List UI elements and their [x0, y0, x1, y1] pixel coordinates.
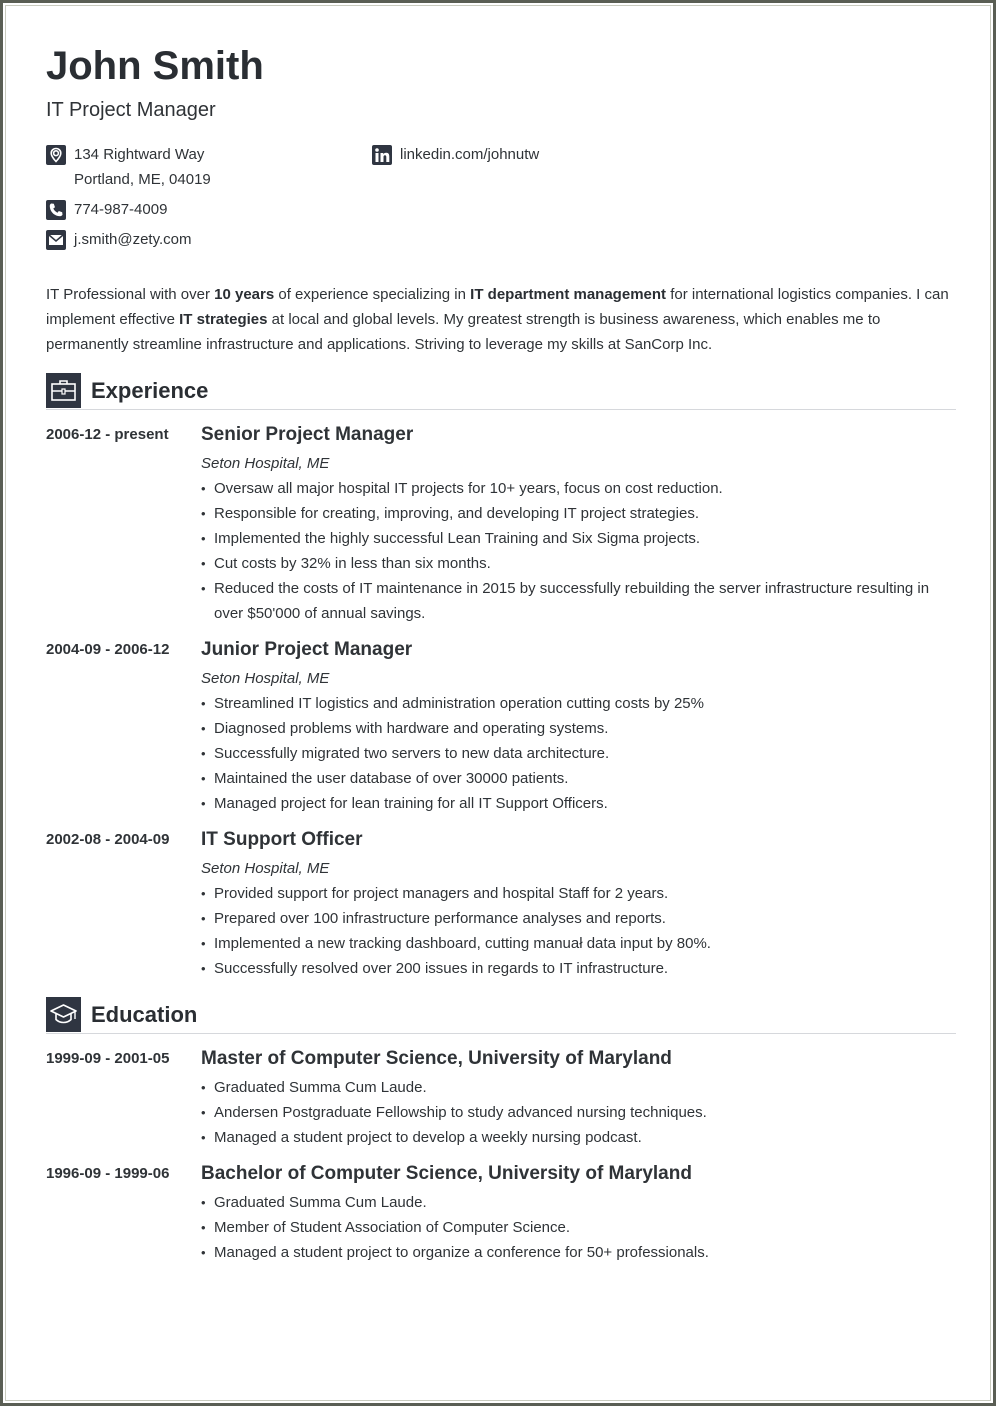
bullet-item: • Streamlined IT logistics and administration operation cutting costs by 25% [201, 691, 941, 716]
bullet-item: • Graduated Summa Cum Laude. [201, 1075, 941, 1100]
email-link[interactable]: j.smith@zety.com [74, 231, 192, 248]
entry-title: Senior Project Manager [201, 424, 414, 445]
entry-organization: Seton Hospital, ME [201, 670, 330, 687]
bullet-item: • Implemented a new tracking dashboard, cutting manuał data input by 80%. [201, 931, 941, 956]
entry-title: Bachelor of Computer Science, University of Maryland [201, 1163, 692, 1184]
entry-date: 2004-09 - 2006-12 [46, 641, 170, 658]
education-heading: Education [91, 1002, 198, 1027]
bullet-item: • Andersen Postgraduate Fellowship to study advanced nursing techniques. [201, 1100, 941, 1125]
briefcase-icon [46, 373, 81, 408]
entry-title: Master of Computer Science, University of Maryland [201, 1048, 672, 1069]
entry-bullets [201, 1190, 941, 1265]
address-line-1: 134 Rightward Way [74, 146, 205, 163]
mail-icon [46, 230, 66, 250]
linkedin-link[interactable]: linkedin.com/johnutw [400, 146, 540, 163]
bullet-item: • Maintained the user database of over 30000 patients. [201, 766, 941, 791]
entry-bullets [201, 691, 941, 816]
address-line-2: Portland, ME, 04019 [74, 171, 211, 188]
address [74, 142, 211, 192]
entry-title: IT Support Officer [201, 829, 363, 850]
bullet-item: • Oversaw all major hospital IT projects for 10+ years, focus on cost reduction. [201, 476, 941, 501]
experience-section-header [46, 373, 956, 410]
bullet-item: • Managed a student project to organize a conference for 50+ professionals. [201, 1240, 941, 1265]
linkedin-icon [372, 145, 392, 165]
entry-date: 2006-12 - present [46, 426, 169, 443]
bullet-item: • Member of Student Association of Computer Science. [201, 1215, 941, 1240]
entry-date: 1996-09 - 1999-06 [46, 1165, 170, 1182]
bullet-item: • Implemented the highly successful Lean Training and Six Sigma projects. [201, 526, 941, 551]
bullet-item: • Diagnosed problems with hardware and operating systems. [201, 716, 941, 741]
bullet-item: • Successfully migrated two servers to new data architecture. [201, 741, 941, 766]
bullet-item: • Provided support for project managers and hospital Staff for 2 years. [201, 881, 941, 906]
phone-number[interactable]: 774-987-4009 [74, 201, 168, 218]
bullet-item: • Cut costs by 32% in less than six months. [201, 551, 941, 576]
experience-heading: Experience [91, 378, 209, 403]
entry-date: 2002-08 - 2004-09 [46, 831, 170, 848]
bullet-item: • Managed project for lean training for all IT Support Officers. [201, 791, 941, 816]
candidate-role: IT Project Manager [46, 99, 216, 121]
profile-summary: IT Professional with over 10 years of experience specializing in IT department management for international logistics companies. I can implement effective IT strategies at local and global levels. My greatest strength is business awareness, which enables me to permanently streamline infrastructure and applications. Striving to leverage my skills at SanCorp Inc. [46, 286, 949, 353]
graduation-cap-icon [46, 997, 81, 1032]
entry-date: 1999-09 - 2001-05 [46, 1050, 170, 1067]
location-pin-icon [46, 145, 66, 165]
bullet-item: • Reduced the costs of IT maintenance in 2015 by successfully rebuilding the server infrastructure resulting in over $50'000 of annual savings. [201, 576, 941, 626]
entry-bullets [201, 1075, 941, 1150]
bullet-item: • Graduated Summa Cum Laude. [201, 1190, 941, 1215]
entry-bullets [201, 881, 941, 981]
bullet-item: • Responsible for creating, improving, and developing IT project strategies. [201, 501, 941, 526]
bullet-item: • Managed a student project to develop a weekly nursing podcast. [201, 1125, 941, 1150]
candidate-name: John Smith [46, 44, 264, 88]
phone-icon [46, 200, 66, 220]
entry-bullets [201, 476, 941, 626]
bullet-item: • Successfully resolved over 200 issues in regards to IT infrastructure. [201, 956, 941, 981]
bullet-item: • Prepared over 100 infrastructure performance analyses and reports. [201, 906, 941, 931]
entry-title: Junior Project Manager [201, 639, 413, 660]
education-section-header [46, 997, 956, 1034]
entry-organization: Seton Hospital, ME [201, 455, 330, 472]
entry-organization: Seton Hospital, ME [201, 860, 330, 877]
